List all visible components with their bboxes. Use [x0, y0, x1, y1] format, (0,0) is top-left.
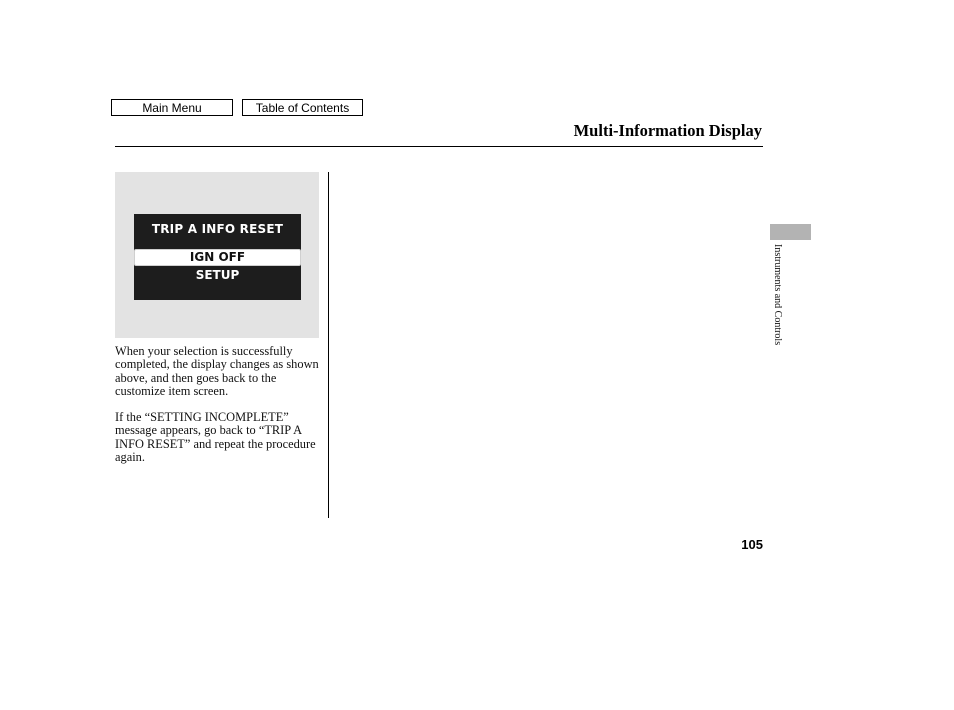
lcd-screen [134, 214, 301, 300]
section-tab-label: Instruments and Controls [772, 244, 783, 346]
page-title: Multi-Information Display [573, 121, 762, 140]
main-menu-button[interactable]: Main Menu [111, 99, 233, 116]
page-number: 105 [741, 537, 763, 552]
section-tab-marker [770, 224, 811, 240]
lcd-title: TRIP A INFO RESET [151, 222, 284, 236]
display-illustration [115, 172, 319, 338]
body-paragraph: If the “SETTING INCOMPLETE” message appears, go back to “TRIP A INFO RESET” and repeat the procedure again. [115, 410, 316, 464]
column-divider [328, 172, 329, 518]
lcd-option: SETUP [195, 268, 240, 282]
table-of-contents-button[interactable]: Table of Contents [242, 99, 363, 116]
body-paragraph: When your selection is successfully completed, the display changes as shown above, and then goes back to the customize item screen. [115, 344, 319, 398]
lcd-selected-option: IGN OFF [134, 249, 301, 266]
title-divider [115, 146, 763, 147]
